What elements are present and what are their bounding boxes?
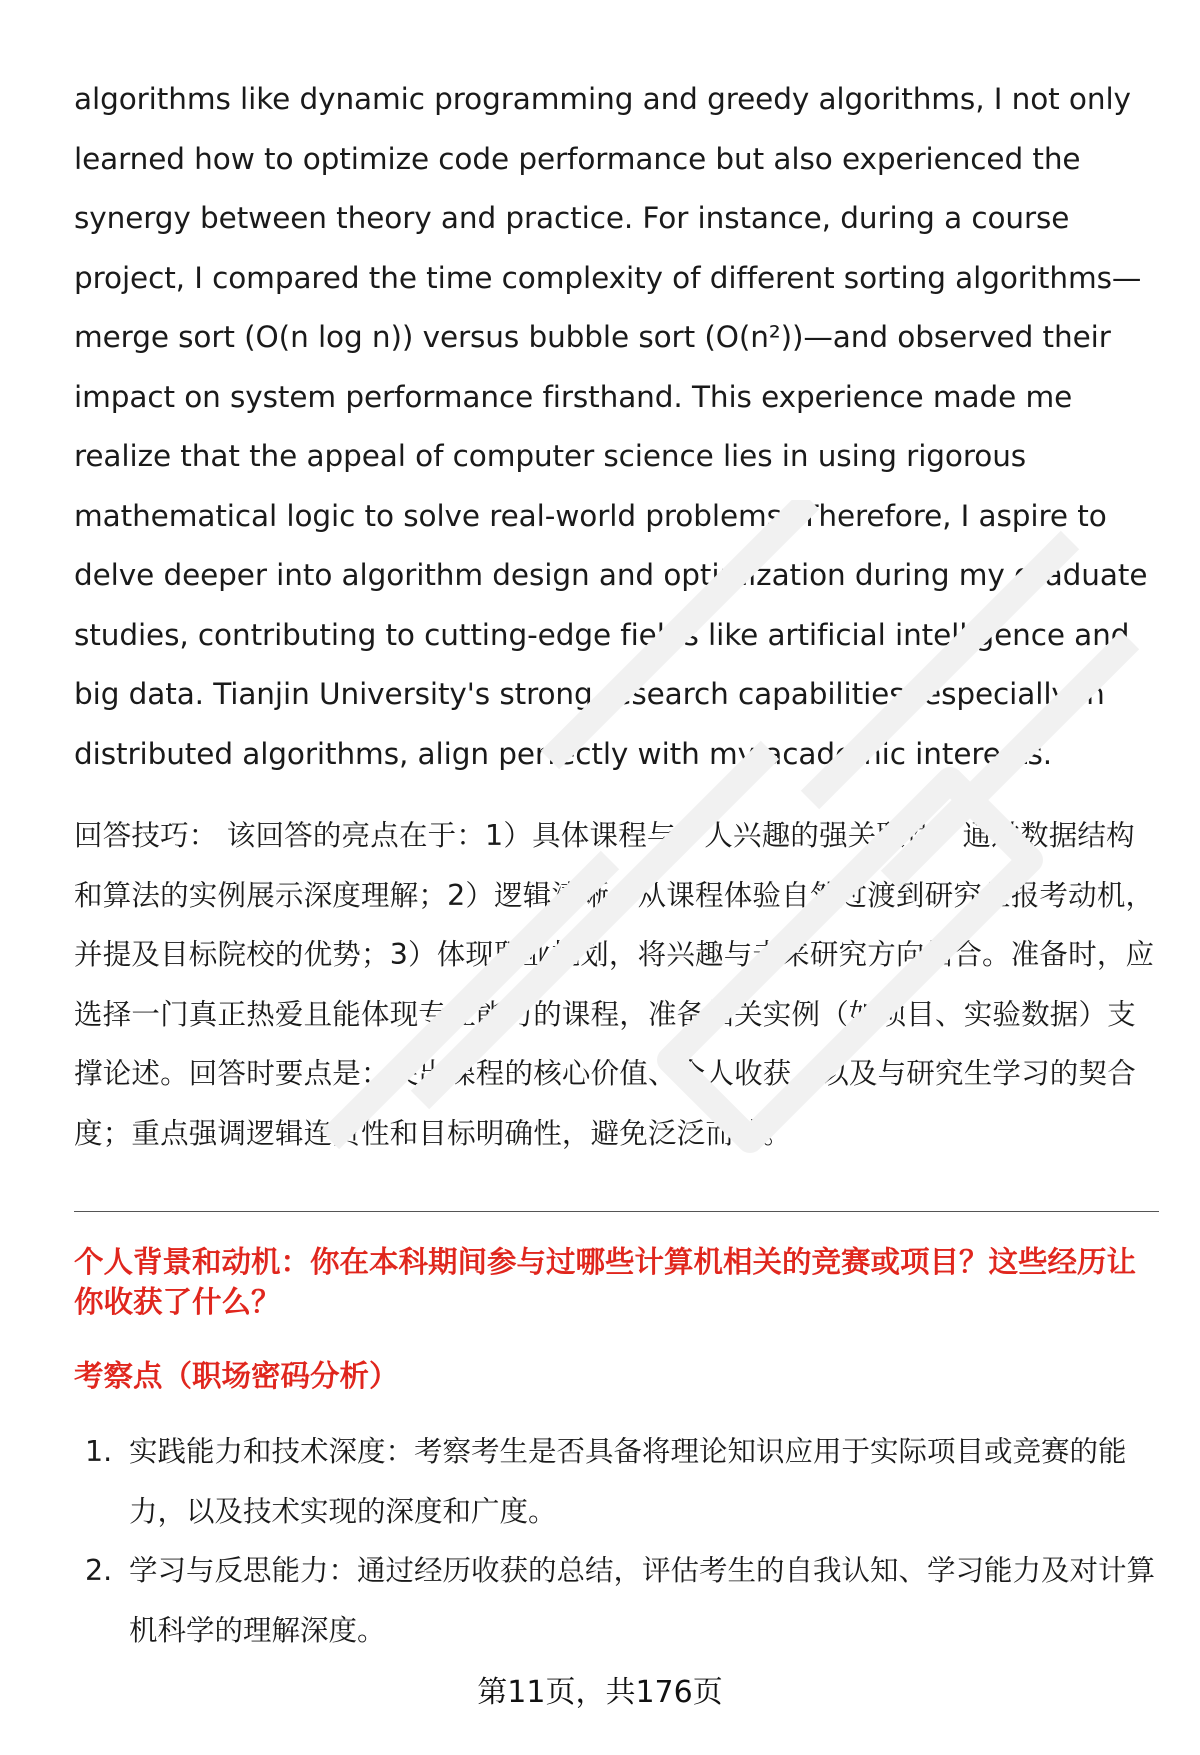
point-text: 实践能力和技术深度：考察考生是否具备将理论知识应用于实际项目或竞赛的能力，以及技术实现的深度和广度。 xyxy=(129,1435,1127,1528)
question-heading: 个人背景和动机：你在本科期间参与过哪些计算机相关的竞赛或项目？这些经历让你收获了什么？ xyxy=(74,1245,1137,1319)
point-number: 1. xyxy=(85,1435,113,1468)
analysis-point xyxy=(74,1541,1159,1660)
point-text: 学习与反思能力：通过经历收获的总结，评估考生的自我认知、学习能力及对计算机科学的理解深度。 xyxy=(129,1554,1156,1647)
english-answer-paragraph: algorithms like dynamic programming and greedy algorithms, I not only learned how to optimize code performance but also experienced the synergy between theory and practice. For instance, during a course project, I compared the time complexity of different sorting algorithms—merge sort (O(n log n)) versus bubble sort (O(n²))—and observed their impact on system performance firsthand. This experience made me realize that the appeal of computer science lies in using rigorous mathematical logic to solve real-world problems. Therefore, I aspire to delve deeper into algorithm design and optimization during my graduate studies, contributing to cutting-edge fields like artificial intelligence and big data. Tianjin University's strong research capabilities, especially in distributed algorithms, align perfectly with my academic interests. xyxy=(74,82,1148,771)
answer-tips-paragraph: 回答技巧： 该回答的亮点在于：1）具体课程与个人兴趣的强关联性，通过数据结构和算法的实例展示深度理解；2）逻辑清晰，从课程体验自然过渡到研究生报考动机，并提及目标院校的优势；3）体现职业规划，将兴趣与未来研究方向结合。准备时，应选择一门真正热爱且能体现专业能力的课程，准备相关实例（如项目、实验数据）支撑论述。回答时要点是：突出课程的核心价值、个人收获，以及与研究生学习的契合度；重点强调逻辑连贯性和目标明确性，避免泛泛而谈。 xyxy=(74,819,1155,1150)
point-number: 2. xyxy=(85,1554,113,1587)
document-page xyxy=(74,70,1159,1660)
analysis-point xyxy=(74,1422,1159,1541)
page-number: 第11页，共176页 xyxy=(477,1675,723,1710)
analysis-points-list xyxy=(74,1422,1159,1660)
section-divider xyxy=(74,1211,1159,1212)
analysis-heading: 考察点（职场密码分析） xyxy=(74,1359,399,1393)
